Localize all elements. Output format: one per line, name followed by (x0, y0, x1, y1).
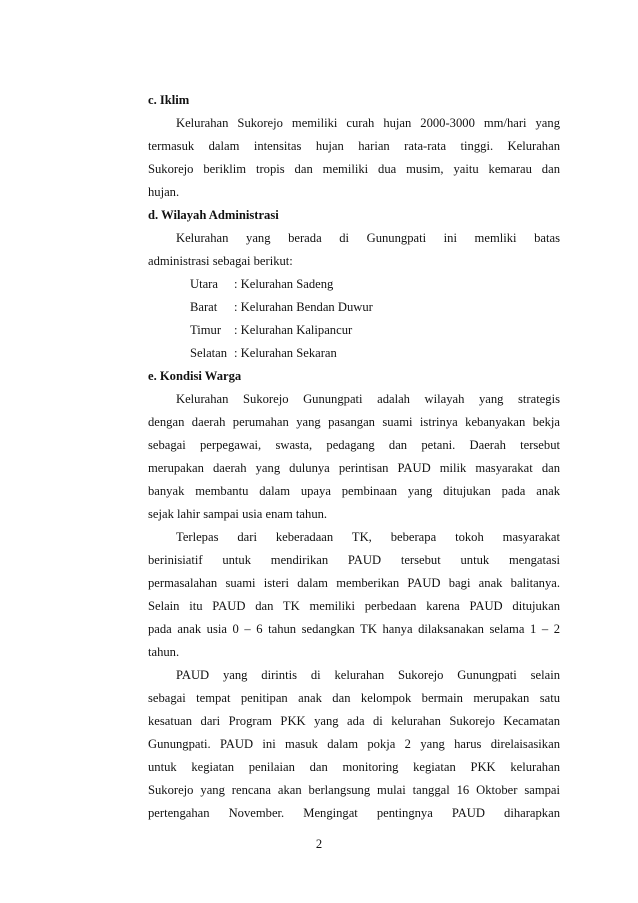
paragraph-line: Sukorejo yang rencana akan berlangsung mulai tanggal 16 Oktober sampai (148, 783, 560, 797)
boundary-label: Timur (190, 323, 222, 337)
boundary-row-timur (190, 320, 352, 340)
paragraph-line: untuk kegiatan penilaian dan monitoring kegiatan PKK kelurahan (148, 760, 560, 774)
paragraph-line: tahun. (148, 645, 180, 659)
paragraph-line: administrasi sebagai berikut: (148, 254, 293, 268)
paragraph-line: Gunungpati. PAUD ini masuk dalam pokja 2 yang harus direlaisasikan (148, 737, 560, 751)
page-number: 2 (315, 837, 323, 851)
paragraph-line: kesatuan dari Program PKK yang ada di kelurahan Sukorejo Kecamatan (148, 714, 560, 728)
section-heading-iklim: c. Iklim (148, 93, 190, 107)
section-heading-wilayah: d. Wilayah Administrasi (148, 208, 279, 222)
paragraph-line: Terlepas dari keberadaan TK, beberapa tokoh masyarakat (176, 530, 560, 544)
boundary-value: : Kelurahan Sadeng (234, 277, 334, 291)
boundary-row-utara (190, 274, 333, 294)
boundary-row-selatan (190, 343, 337, 363)
boundary-label: Utara (190, 277, 218, 291)
boundary-value: : Kelurahan Sekaran (234, 346, 337, 360)
paragraph-line: Kelurahan Sukorejo memiliki curah hujan 2000-3000 mm/hari yang (176, 116, 560, 130)
paragraph-line: banyak membantu dalam upaya pembinaan yang ditujukan pada anak (148, 484, 560, 498)
paragraph-line: Sukorejo beriklim tropis dan memiliki dua musim, yaitu kemarau dan (148, 162, 560, 176)
paragraph-line: PAUD yang dirintis di kelurahan Sukorejo Gunungpati selain (176, 668, 560, 682)
section-heading-kondisi: e. Kondisi Warga (148, 369, 242, 383)
paragraph-line: Kelurahan yang berada di Gunungpati ini memliki batas (176, 231, 560, 245)
paragraph-line: sebagai tempat penitipan anak dan kelompok bermain merupakan satu (148, 691, 560, 705)
paragraph-line: merupakan daerah yang dulunya perintisan PAUD milik masyarakat dan (148, 461, 560, 475)
paragraph-line: hujan. (148, 185, 180, 199)
paragraph-line: permasalahan suami isteri dalam memberikan PAUD bagi anak balitanya. (148, 576, 560, 590)
paragraph-line: Selain itu PAUD dan TK memiliki perbedaan karena PAUD ditujukan (148, 599, 560, 613)
boundary-label: Barat (190, 300, 218, 314)
paragraph-line: sejak lahir sampai usia enam tahun. (148, 507, 328, 521)
boundary-value: : Kelurahan Kalipancur (234, 323, 353, 337)
paragraph-line: Kelurahan Sukorejo Gunungpati adalah wilayah yang strategis (176, 392, 560, 406)
boundary-label: Selatan (190, 346, 228, 360)
boundary-row-barat (190, 297, 373, 317)
paragraph-line: berinisiatif untuk mendirikan PAUD tersebut untuk mengatasi (148, 553, 560, 567)
paragraph-line: sebagai perpegawai, swasta, pedagang dan petani. Daerah tersebut (148, 438, 560, 452)
paragraph-line: pada anak usia 0 – 6 tahun sedangkan TK hanya dilaksanakan selama 1 – 2 (148, 622, 560, 636)
paragraph-line: pertengahan November. Mengingat pentingnya PAUD diharapkan (148, 806, 560, 820)
boundary-value: : Kelurahan Bendan Duwur (234, 300, 373, 314)
paragraph-line: dengan daerah perumahan yang pasangan suami istrinya kebanyakan bekja (148, 415, 560, 429)
paragraph-line: termasuk dalam intensitas hujan harian rata-rata tinggi. Kelurahan (148, 139, 560, 153)
